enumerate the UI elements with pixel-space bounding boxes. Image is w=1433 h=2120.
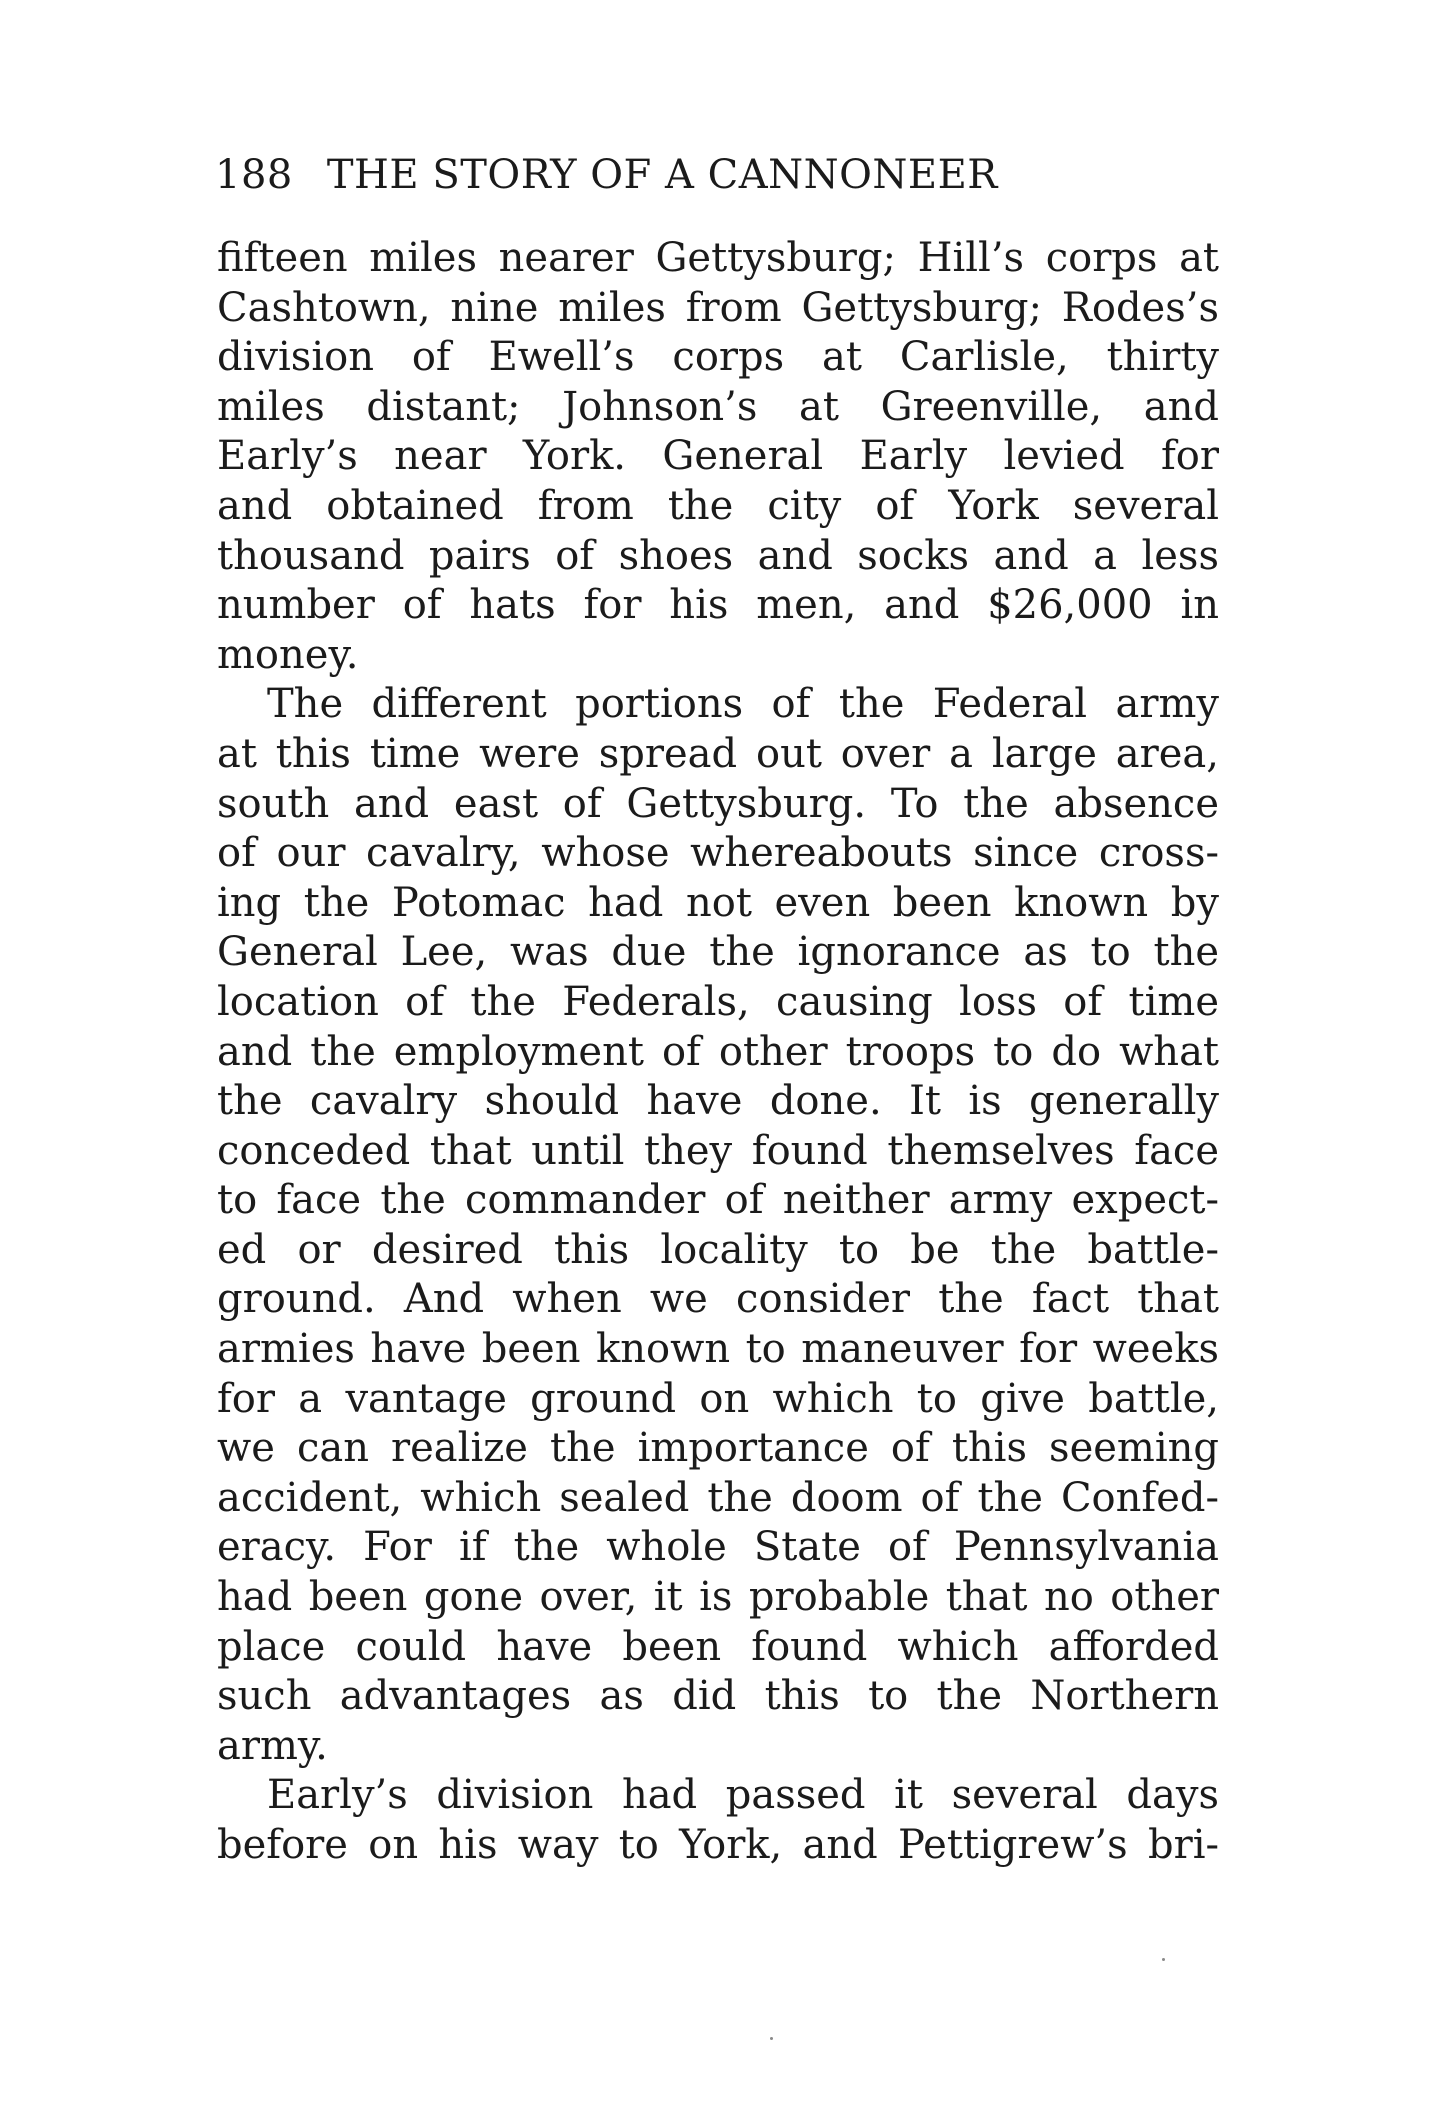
paragraph — [217, 234, 1219, 680]
running-title: THE STORY OF A CANNONEER — [326, 152, 998, 198]
text-line: at this time were spread out over a large area, — [217, 730, 1219, 777]
text-line: of our cavalry, whose whereabouts since cross- — [217, 830, 1219, 877]
text-line: army. — [217, 1722, 328, 1769]
text-line: Cashtown, nine miles from Gettysburg; Rodes’s — [217, 284, 1219, 331]
text-line: south and east of Gettysburg. To the absence — [217, 780, 1219, 827]
text-line: number of hats for his men, and $26,000 in — [217, 582, 1219, 629]
text-line: The different portions of the Federal army — [267, 681, 1219, 728]
text-line: place could have been found which afforded — [217, 1623, 1219, 1670]
text-line: the cavalry should have done. It is generally — [217, 1078, 1219, 1125]
print-speck — [1162, 1958, 1165, 1961]
paragraph — [217, 1771, 1219, 1870]
text-line: conceded that until they found themselves face — [217, 1127, 1219, 1174]
text-line: division of Ewell’s corps at Carlisle, thirty — [217, 334, 1219, 381]
body-text — [217, 234, 1219, 1871]
text-line: and obtained from the city of York several — [217, 482, 1219, 529]
page-number: 188 — [215, 152, 293, 198]
text-line: ed or desired this locality to be the battle- — [217, 1226, 1219, 1273]
text-line: we can realize the importance of this seeming — [217, 1425, 1219, 1472]
text-line: had been gone over, it is probable that no other — [217, 1574, 1219, 1621]
text-line: money. — [217, 631, 359, 678]
text-line: location of the Federals, causing loss of time — [217, 978, 1219, 1025]
running-head — [215, 150, 998, 200]
print-speck — [770, 2037, 773, 2040]
text-line: miles distant; Johnson’s at Greenville, and — [217, 383, 1219, 430]
text-line: Early’s division had passed it several days — [267, 1772, 1219, 1819]
text-line: for a vantage ground on which to give battle, — [217, 1375, 1219, 1422]
text-line: accident, which sealed the doom of the Confed- — [217, 1474, 1219, 1521]
text-line: General Lee, was due the ignorance as to the — [217, 929, 1219, 976]
text-line: thousand pairs of shoes and socks and a less — [217, 532, 1219, 579]
text-line: before on his way to York, and Pettigrew’s bri- — [217, 1822, 1219, 1868]
text-line: eracy. For if the whole State of Pennsylvania — [217, 1524, 1219, 1571]
text-line: ground. And when we consider the fact that — [217, 1276, 1219, 1323]
text-line: Early’s near York. General Early levied for — [217, 433, 1219, 480]
text-line: armies have been known to maneuver for weeks — [217, 1326, 1219, 1373]
text-line: and the employment of other troops to do what — [217, 1028, 1219, 1075]
text-line: to face the commander of neither army expect- — [217, 1177, 1219, 1224]
text-line: fifteen miles nearer Gettysburg; Hill’s corps at — [217, 235, 1219, 281]
text-line: ing the Potomac had not even been known by — [217, 879, 1219, 926]
paragraph — [217, 680, 1219, 1771]
text-line: such advantages as did this to the Northern — [217, 1673, 1219, 1720]
